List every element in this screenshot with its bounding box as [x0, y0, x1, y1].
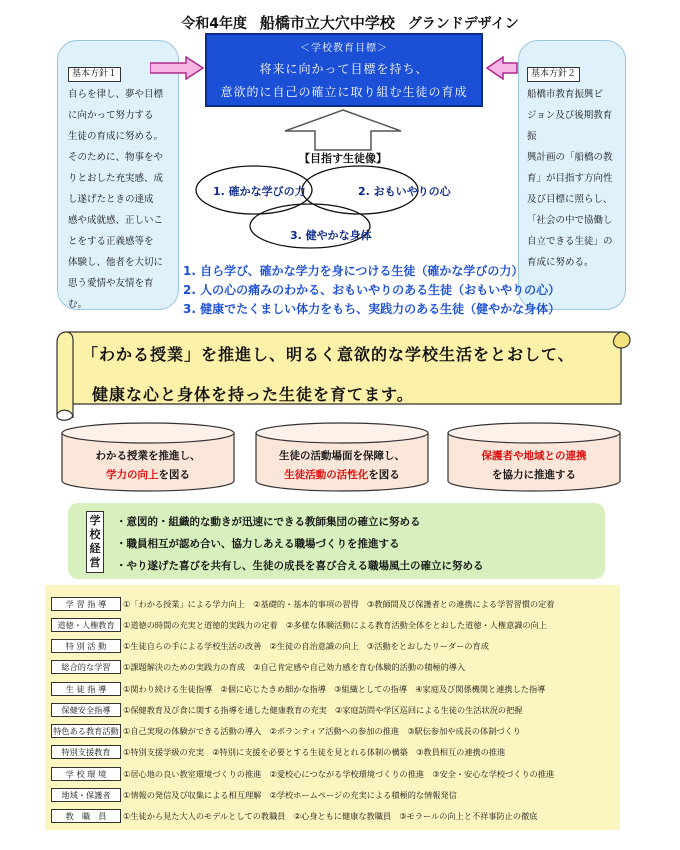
detail-text: ①関わり続ける生徒指導 ②個に応じたきめ細かな指導 ③組織としての指導 ④家庭及び関係機関と連携した指導: [123, 683, 546, 694]
detail-row: [51, 660, 465, 674]
detail-row: [51, 682, 545, 696]
goal-line-2: 意欲的に自己の確立に取り組む生徒の育成: [220, 85, 468, 99]
venn-label-2: 2. おもいやりの心: [358, 185, 451, 198]
pillar-text: [446, 447, 622, 485]
detail-row: [51, 597, 554, 611]
pillar-highlight: 学力の向上: [106, 469, 159, 481]
pillar-text: [60, 447, 236, 485]
detail-tag: 学 校 環 境: [51, 767, 121, 781]
pillar-suffix: を図る: [158, 469, 190, 481]
policy-2-line: 興計画の「船橋の教: [527, 152, 613, 163]
policy-1-line: そのために、物事をや: [68, 152, 164, 163]
policy-1-line: に向かって努力する: [68, 110, 154, 121]
policy-1-line: りとおした充実感、成: [68, 173, 164, 184]
policy-1-line: 生徒の育成に努める。: [68, 131, 164, 142]
venn-label-1: 1. 確かな学びの力: [213, 185, 306, 198]
policy-2-line: 育成に努める。: [527, 257, 594, 268]
detail-text: ①生徒自らの手による学校生活の改善 ②生徒の自治意識の向上 ③活動をとおしたリーダーの育成: [123, 640, 489, 651]
slogan-line-1: 「わかる授業」を推進し、明るく意欲的な学校生活をとおして、: [82, 345, 575, 364]
pillar-line-2: [254, 466, 430, 485]
detail-text: ①道徳の時間の充実と道徳的実践力の定着 ②多様な体験活動による教育活動全体をとおした道徳・人権意識の向上: [123, 619, 548, 630]
policy-2-line: 船橋市教育振興ビ: [527, 89, 604, 100]
policy-1-line: 体験し、他者を大切に: [68, 257, 164, 268]
pillar-cylinder-1: [60, 421, 236, 493]
pillar-suffix: を協力に推進する: [492, 469, 576, 481]
policy-2-line: 自立できる生徒」の: [527, 236, 613, 247]
policy-1-line: 感や成就感、正しいこ: [68, 215, 164, 226]
policy-2-line: 育」が目指す方向性: [527, 173, 613, 184]
goal-line-1: 将来に向かって目標を持ち、: [259, 62, 429, 76]
up-arrow-icon: [283, 109, 403, 151]
detail-row: [51, 767, 554, 781]
management-item: ・職員相互が認め合い、協力しあえる職場づくりを推進する: [116, 538, 400, 550]
policy-1-line: とをする正義感等を: [68, 236, 154, 247]
detail-tag: 特色ある教育活動: [51, 724, 121, 738]
policy-2-line: 「社会の中で協働し: [527, 215, 613, 226]
left-arrow-icon: [486, 56, 518, 80]
detail-tag: 地域・保護者: [51, 788, 121, 802]
detail-text: ①生徒から見た大人のモデルとしての教職員 ②心身ともに健康な教職員 ③モラールの向上と不祥事防止の徹底: [123, 810, 538, 821]
page-title: [170, 12, 530, 33]
school-goal-box: [205, 33, 483, 107]
detail-tag: 生 徒 指 導: [51, 682, 121, 696]
slogan-text: [82, 340, 575, 410]
detail-row: [51, 703, 523, 717]
policy-2-line: 及び目標に照らし、: [527, 194, 613, 205]
detail-row: [51, 639, 489, 653]
policy-1-heading: 基本方針１: [68, 67, 121, 82]
detail-tag: 道徳・人権教育: [51, 618, 121, 632]
detail-text: ①居心地の良い教室環境づくりの推進 ②愛校心につながる学校環境づくりの推進 ③安全・安心な学校づくりの推進: [123, 768, 555, 779]
right-arrow-icon: [150, 56, 204, 80]
policy-1-line: む。: [68, 299, 88, 310]
detail-text: ①課題解決のための実践力の育成 ②自己肯定感や自己効力感を育む体験的活動の積極的導入: [123, 661, 466, 672]
pillar-line-1: 保護者や地域との連携: [481, 450, 587, 462]
pillar-line-2: [446, 466, 622, 485]
management-item: ・意図的・組織的な動きが迅速にできる教師集団の確立に努める: [116, 516, 421, 528]
detail-tag: 学 習 指 導: [51, 597, 121, 611]
policy-1-box: [57, 40, 179, 310]
detail-row: [51, 724, 521, 738]
pillar-cylinder-2: [254, 421, 430, 493]
detail-section: [45, 585, 620, 830]
detail-tag: 教 職 員: [51, 809, 121, 823]
detail-row: [51, 809, 537, 823]
slogan-line-2: 健康な心と身体を持った生徒を育てます。: [92, 385, 414, 404]
detail-text: ①「わかる授業」による学力向上 ②基礎的・基本的事項の習得 ③教師間及び保護者との連携による学習習慣の定着: [123, 598, 555, 609]
detail-text: ①特別支援学級の充実 ②特別に支援を必要とする生徒を見とれる体制の構築 ③教員相互の連携の推進: [123, 746, 506, 757]
detail-tag: 特別支援教育: [51, 745, 121, 759]
detail-tag: 総合的な学習: [51, 660, 121, 674]
vision-item: 2. 人の心の痛みのわかる、おもいやりのある生徒（おもいやりの心）: [183, 283, 561, 297]
title-year: 令和4年度: [181, 16, 247, 32]
pillar-suffix: を図る: [368, 469, 400, 481]
vision-item: 1. 自ら学び、確かな学力を身につける生徒（確かな学びの力）: [183, 264, 524, 278]
pillar-cylinder-3: [446, 421, 622, 493]
pillar-line-1: わかる授業を推進し、: [95, 450, 201, 462]
detail-text: ①自己実現の体験ができる活動の導入 ②ボランティア活動への参加の推進 ③駅伝参加や成長の体制づくり: [123, 725, 521, 736]
policy-1-line: し遂げたときの達成: [68, 194, 154, 205]
title-suffix: グランドデザイン: [407, 16, 519, 32]
detail-row: [51, 788, 457, 802]
detail-text: ①保健教育及び食に関する指導を通した健康教育の充実 ②家庭訪問や学区巡回による生徒の生活状況の把握: [123, 704, 523, 715]
management-items: [116, 511, 484, 577]
pillar-line-1: 生徒の活動場面を保障し、: [279, 450, 405, 462]
management-label-text: 学 校 経 営: [89, 514, 101, 569]
policy-2-heading: 基本方針２: [527, 67, 580, 82]
pillar-line-2: [60, 466, 236, 485]
pillar-highlight: 生徒活動の活性化: [284, 469, 369, 481]
pillar-text: [254, 447, 430, 485]
detail-tag: 保健安全指導: [51, 703, 121, 717]
vision-list: [183, 262, 560, 319]
management-item: ・やり遂げた喜びを共有し、生徒の成長を喜び合える職場風土の確立に努める: [116, 560, 484, 572]
goal-label: ＜学校教育目標＞: [300, 43, 388, 54]
detail-row: [51, 745, 505, 759]
target-student-heading: 【目指す生徒像】: [299, 152, 387, 165]
vision-item: 3. 健康でたくましい体力をもち、実践力のある生徒（健やかな身体）: [183, 302, 561, 316]
detail-row: [51, 618, 547, 632]
policy-1-line: 思う愛情や友情を育: [68, 278, 154, 289]
management-label: [86, 511, 104, 573]
school-management-box: [68, 503, 605, 579]
venn-label-3: 3. 健やかな身体: [290, 229, 372, 242]
detail-text: ①情報の発信及び収集による相互理解 ②学校ホームページの充実による積極的な情報発信: [123, 789, 457, 800]
detail-tag: 特 別 活 動: [51, 639, 121, 653]
policy-1-line: 自らを律し、夢や目標: [68, 89, 164, 100]
policy-2-line: ジョン及び後期教育振: [527, 110, 613, 142]
title-school: 船橋市立大穴中学校: [259, 14, 395, 32]
